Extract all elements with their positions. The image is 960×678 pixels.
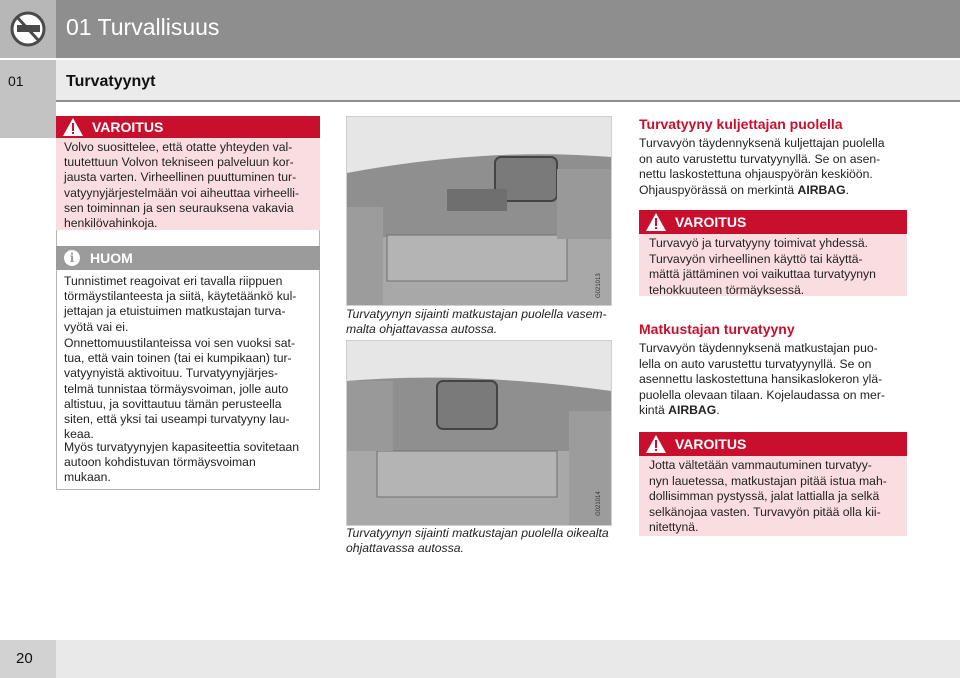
text-fragment: . xyxy=(845,182,849,197)
text-line: jausta varten. Virheellinen puuttuminen tur- xyxy=(64,170,297,185)
note-text xyxy=(64,274,316,335)
text-line xyxy=(639,403,919,419)
image-caption-2 xyxy=(346,526,616,556)
text-line: keaa. xyxy=(64,427,94,442)
text-line: on auto varustettu turvatyynyllä. Se on asen- xyxy=(639,151,881,166)
text-line: tua, että vain toinen (tai ei kumpikaan) tur- xyxy=(64,351,292,366)
text-line: mättä jättäminen voi vaikuttaa turvatyynyn xyxy=(649,267,876,282)
text-line: henkilövahinkoja. xyxy=(64,216,158,231)
dashboard-image-left-hand-drive xyxy=(346,116,612,306)
page-header xyxy=(0,0,960,58)
warning-triangle-icon xyxy=(62,117,84,137)
warning-text xyxy=(649,458,905,536)
text-line: jettajan ja etuistuimen matkustajan turva- xyxy=(64,304,286,319)
warning-text xyxy=(649,236,905,298)
text-line: vyötä vai ei. xyxy=(64,319,129,334)
dashboard-image-right-hand-drive xyxy=(346,340,612,526)
text-line: autoon kohdistuvan törmäysvoiman xyxy=(64,455,256,470)
dashboard-illustration xyxy=(347,117,611,305)
text-line: Turvavyön täydennyksenä kuljettajan puolella xyxy=(639,136,885,150)
caption-line: malta ohjattavassa autossa. xyxy=(346,322,498,336)
text-line: altistuu, ja sovittautuu tämän perusteella xyxy=(64,396,282,411)
warning-label: VAROITUS xyxy=(675,214,747,230)
text-line: mukaan. xyxy=(64,470,111,485)
warning-text xyxy=(64,140,316,231)
text-line: telmä tunnistaa törmäysvoiman, jolle auto xyxy=(64,381,289,396)
airbag-marking: AIRBAG xyxy=(797,182,846,197)
text-line: nettu laskostettuna ohjauspyörän keskiöön. xyxy=(639,167,873,182)
text-line: puolella olevaan tilaan. Kojelaudassa on mer- xyxy=(639,387,885,402)
caption-line: ohjattavassa autossa. xyxy=(346,541,464,555)
warning-header xyxy=(639,210,907,234)
image-code-2: G021014 xyxy=(596,491,602,516)
chapter-tab xyxy=(0,60,56,138)
text-line: sen toiminnan ja sen seurauksena vakavia xyxy=(64,200,294,215)
text-line: Myös turvatyynyjen kapasiteettia sovitetaan xyxy=(64,440,300,454)
passenger-airbag-text xyxy=(639,341,919,419)
text-line: vatyynyistä aktivoituu. Turvatyynyjärjes- xyxy=(64,366,279,381)
text-line: Onnettomuustilanteissa voi sen vuoksi sat- xyxy=(64,336,295,350)
image-code-1: G021013 xyxy=(596,273,602,298)
text-fragment: kintä xyxy=(639,403,669,418)
text-line: Turvavyön virheellinen käyttö tai käyttä- xyxy=(649,251,863,266)
text-line: dollisimman pystyssä, jalat lattialla ja selkä xyxy=(649,489,880,504)
text-fragment: Ohjauspyörässä on merkintä xyxy=(639,182,798,197)
text-line xyxy=(639,183,919,199)
text-fragment: . xyxy=(716,403,720,418)
text-line: selkänojaa vasten. Turvavyön pitää olla kii- xyxy=(649,504,881,519)
text-line: asennettu laskostettuna hansikaslokeron ylä- xyxy=(639,372,883,387)
section-title: Turvatyynyt xyxy=(66,73,156,90)
text-line: tuutettuun Volvon tekniseen palveluun kor- xyxy=(64,155,294,170)
text-line: vatyynyjärjestelmään voi aiheuttaa virheelli- xyxy=(64,185,300,200)
page-title: 01 Turvallisuus xyxy=(66,14,220,40)
text-line: nitettynä. xyxy=(649,520,699,535)
note-label: HUOM xyxy=(90,250,133,266)
airbag-marking: AIRBAG xyxy=(668,403,717,418)
warning-triangle-icon xyxy=(645,212,667,232)
text-line: Volvo suosittelee, että otatte yhteyden val- xyxy=(64,140,293,154)
text-line: Turvavyön täydennyksenä matkustajan puo- xyxy=(639,341,878,355)
warning-triangle-icon xyxy=(645,434,667,454)
warning-label: VAROITUS xyxy=(92,119,164,135)
caption-line: Turvatyynyn sijainti matkustajan puolella vasem- xyxy=(346,307,607,321)
warning-header xyxy=(56,116,320,138)
driver-airbag-text xyxy=(639,136,919,198)
text-line: Jotta vältetään vammautuminen turvatyy- xyxy=(649,458,872,472)
warning-header xyxy=(639,432,907,456)
text-line: tehokkuuteen törmäyksessä. xyxy=(649,282,805,297)
image-caption-1 xyxy=(346,307,616,337)
text-line: Turvavyö ja turvatyyny toimivat yhdessä. xyxy=(649,236,869,250)
info-icon: i xyxy=(64,250,80,266)
section-divider xyxy=(56,100,960,102)
text-line: nyn lauetessa, matkustajan pitää istua mah- xyxy=(649,473,887,488)
driver-airbag-heading: Turvatyyny kuljettajan puolella xyxy=(639,116,843,132)
chapter-number: 01 xyxy=(8,73,24,89)
text-line: siten, että yksi tai useampi turvatyyny lau- xyxy=(64,412,290,427)
passenger-airbag-heading: Matkustajan turvatyyny xyxy=(639,321,795,337)
note-header xyxy=(56,246,320,270)
footer-bar xyxy=(56,640,960,678)
dashboard-illustration xyxy=(347,341,611,525)
caption-line: Turvatyynyn sijainti matkustajan puolella oikealta xyxy=(346,526,609,540)
text-line: törmäystilanteesta ja siitä, käytetäänkö kul- xyxy=(64,289,297,304)
note-paragraph-3 xyxy=(64,440,316,486)
note-paragraph-2 xyxy=(64,336,316,442)
text-line: lella on auto varustettu turvatyynyllä. Se on xyxy=(639,356,872,371)
warning-label: VAROITUS xyxy=(675,436,747,452)
chapter-icon-box xyxy=(0,0,56,58)
section-bar xyxy=(56,60,960,100)
no-smoking-style-prohibition-icon xyxy=(0,0,56,58)
text-line: Tunnistimet reagoivat eri tavalla riippuen xyxy=(64,274,283,288)
page-number: 20 xyxy=(16,650,33,667)
